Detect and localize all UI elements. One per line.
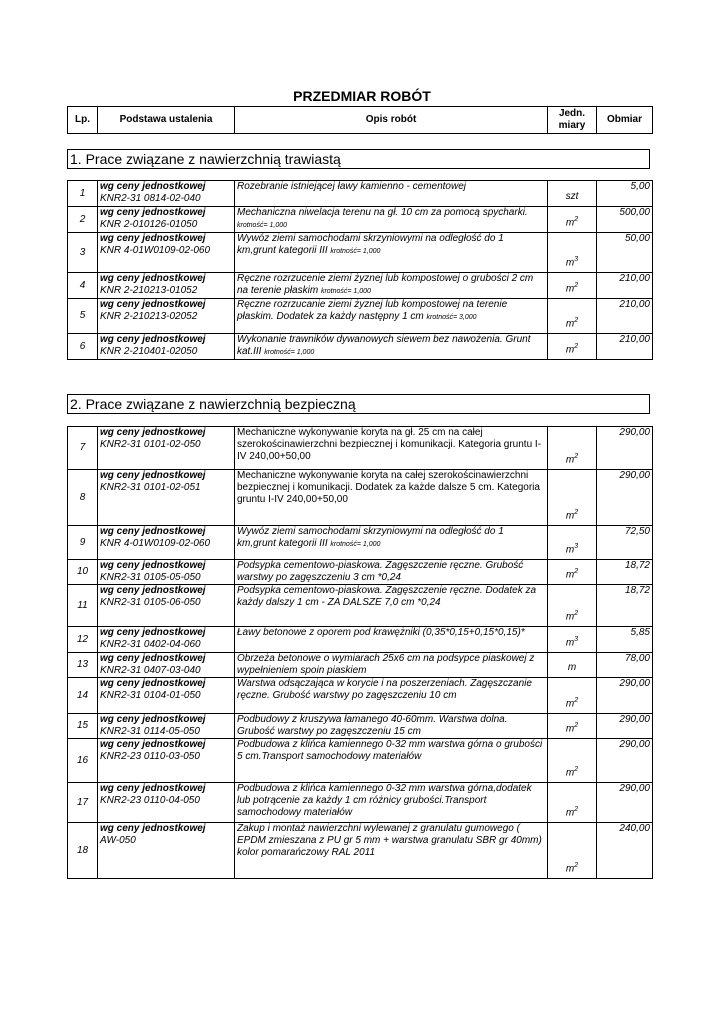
row-unit-exponent: 2 (574, 508, 579, 516)
row-desc-text: Ręczne rozrzucenie ziemi żyznej lub kompostowej o grubości 2 cm na terenie płaskim (237, 273, 534, 296)
row-basis-type: wg ceny jednostkowej (100, 560, 206, 571)
row-basis (98, 560, 235, 585)
row-unit-text: m (565, 863, 575, 874)
row-desc (235, 427, 548, 470)
row-basis-type: wg ceny jednostkowej (100, 334, 206, 345)
row-unit-exponent: 3 (574, 255, 579, 263)
row-unit-exponent: 2 (574, 452, 579, 460)
row-basis-type: wg ceny jednostkowej (100, 470, 206, 481)
header-unit (548, 107, 597, 134)
section-title-2: 2. Prace związane z nawierzchnią bezpieczną (67, 394, 650, 414)
row-desc-text: Rozebranie istniejącej ławy kamienno - cementowej (237, 181, 466, 192)
row-lp: 7 (68, 427, 98, 470)
row-basis-type: wg ceny jednostkowej (100, 299, 206, 310)
row-qty: 5,00 (597, 181, 653, 207)
row-qty: 210,00 (597, 299, 653, 334)
row-basis-code: KNR2-31 0105-06-050 (100, 597, 201, 608)
row-desc (235, 823, 548, 879)
row-unit-exponent: 2 (574, 316, 579, 324)
row-unit-text: m (565, 454, 575, 465)
row-basis (98, 627, 235, 653)
row-basis (98, 207, 235, 233)
row-desc-text: Podbudowa z klińca kamiennego 0-32 mm warstwa górna,dodatek lub potrącenie za każdy 1 cm różnicy grubości.Transport samochodowy materiałów (237, 783, 532, 818)
row-unit-text: m (567, 662, 577, 673)
row-unit (548, 714, 597, 739)
header-qty: Obmiar (597, 107, 653, 134)
row-basis-type: wg ceny jednostkowej (100, 627, 206, 638)
row-qty: 210,00 (597, 273, 653, 299)
row-basis (98, 678, 235, 714)
row-qty: 78,00 (597, 653, 653, 678)
row-desc-text: Podbudowa z klińca kamiennego 0-32 mm warstwa górna o grubości 5 cm.Transport samochodowy materiałów (237, 739, 543, 762)
row-qty: 500,00 (597, 207, 653, 233)
row-unit (548, 739, 597, 783)
table-row (68, 299, 653, 334)
row-desc (235, 714, 548, 739)
row-basis-code: KNR2-31 0814-02-040 (100, 193, 201, 204)
row-basis (98, 299, 235, 334)
row-basis-code: KNR 2-210213-02052 (100, 311, 198, 322)
row-unit (548, 653, 597, 678)
row-basis-code: KNR 2-210213-01052 (100, 285, 198, 296)
row-lp: 13 (68, 653, 98, 678)
row-qty: 72,50 (597, 526, 653, 560)
row-basis-type: wg ceny jednostkowej (100, 273, 206, 284)
row-qty: 290,00 (597, 783, 653, 823)
row-lp: 18 (68, 823, 98, 879)
row-desc-text: Ręczne rozrzucanie ziemi żyznej lub kompostowej na terenie płaskim. Dodatek za każdy następny 1 cm (237, 299, 508, 322)
row-desc-text: Wywóz ziemi samochodami skrzyniowymi na odległość do 1 km,grunt kategorii III (237, 233, 504, 256)
row-desc-text: Mechaniczne wykonywanie koryta na gł. 25 cm na całej szerokościnawierzchni bezpiecznej i komunikacji. Kategoria gruntu I-IV 240,00+50,00 (237, 427, 542, 462)
table-row (68, 233, 653, 273)
row-unit-exponent: 3 (574, 635, 579, 643)
table-row (68, 823, 653, 879)
row-basis (98, 714, 235, 739)
row-unit (548, 678, 597, 714)
header-table (67, 106, 653, 134)
row-unit-text: m (565, 767, 575, 778)
row-lp: 10 (68, 560, 98, 585)
row-lp: 9 (68, 526, 98, 560)
table-row (68, 181, 653, 207)
row-unit-text: m (565, 569, 575, 580)
row-unit-text: m (565, 344, 575, 355)
row-multiplier: krotność= 1,000 (320, 288, 371, 295)
row-multiplier: krotność= 1,000 (330, 541, 381, 548)
row-basis-type: wg ceny jednostkowej (100, 783, 206, 794)
row-unit (548, 181, 597, 207)
row-desc-text: Podsypka cementowo-piaskowa. Zagęszczenie ręczne. Grubość warstwy po zagęszczeniu 3 cm *0,24 (237, 560, 524, 583)
table-row (68, 653, 653, 678)
row-basis (98, 470, 235, 526)
row-basis-type: wg ceny jednostkowej (100, 823, 206, 834)
row-desc (235, 526, 548, 560)
row-desc (235, 653, 548, 678)
row-unit (548, 427, 597, 470)
row-desc (235, 181, 548, 207)
row-unit-exponent: 2 (574, 215, 579, 223)
row-unit-text: m (565, 257, 575, 268)
row-qty: 18,72 (597, 585, 653, 627)
row-basis-type: wg ceny jednostkowej (100, 653, 206, 664)
row-desc-text: Mechaniczna niwelacja terenu na gł. 10 cm za pomocą spycharki. (237, 207, 528, 218)
row-unit-exponent: 2 (574, 861, 579, 869)
header-unit-line1: Jedn. (558, 108, 586, 119)
row-desc-text: Wykonanie trawników dywanowych siewem bez nawożenia. Grunt kat.III (237, 334, 531, 357)
row-qty: 18,72 (597, 560, 653, 585)
row-desc (235, 207, 548, 233)
row-qty: 50,00 (597, 233, 653, 273)
row-unit (548, 233, 597, 273)
row-basis (98, 526, 235, 560)
row-basis-type: wg ceny jednostkowej (100, 233, 206, 244)
row-lp: 4 (68, 273, 98, 299)
row-unit (548, 627, 597, 653)
row-desc (235, 783, 548, 823)
row-basis-code: KNR2-31 0114-05-050 (100, 726, 200, 737)
row-unit (548, 585, 597, 627)
row-desc (235, 273, 548, 299)
row-unit-text: szt (565, 191, 579, 202)
table-row (68, 334, 653, 360)
row-desc (235, 470, 548, 526)
row-basis (98, 783, 235, 823)
row-basis-code: KNR2-31 0104-01-050 (100, 690, 201, 701)
row-basis-code: KNR 2-210401-02050 (100, 346, 198, 357)
row-basis (98, 653, 235, 678)
row-qty: 290,00 (597, 427, 653, 470)
table-row (68, 714, 653, 739)
row-desc (235, 233, 548, 273)
row-lp: 11 (68, 585, 98, 627)
row-basis (98, 233, 235, 273)
row-lp: 3 (68, 233, 98, 273)
row-unit (548, 823, 597, 879)
row-basis-type: wg ceny jednostkowej (100, 585, 206, 596)
row-lp: 17 (68, 783, 98, 823)
row-qty: 5,85 (597, 627, 653, 653)
row-unit (548, 334, 597, 360)
row-desc (235, 627, 548, 653)
row-basis (98, 739, 235, 783)
row-lp: 14 (68, 678, 98, 714)
header-basis: Podstawa ustalenia (98, 107, 235, 134)
row-unit-text: m (565, 807, 575, 818)
table-row (68, 526, 653, 560)
row-basis-code: KNR2-31 0402-04-060 (100, 639, 201, 650)
row-qty: 290,00 (597, 714, 653, 739)
table-row (68, 739, 653, 783)
row-lp: 6 (68, 334, 98, 360)
row-basis-code: KNR 4-01W0109-02-060 (100, 538, 211, 549)
row-desc (235, 299, 548, 334)
table-row (68, 427, 653, 470)
table-row (68, 273, 653, 299)
row-multiplier: krotność= 1,000 (330, 248, 381, 255)
row-qty: 290,00 (597, 678, 653, 714)
row-unit-text: m (565, 723, 575, 734)
table-row (68, 470, 653, 526)
row-basis (98, 334, 235, 360)
row-basis-type: wg ceny jednostkowej (100, 678, 206, 689)
row-basis (98, 427, 235, 470)
row-unit-text: m (565, 510, 575, 521)
row-unit (548, 273, 597, 299)
row-basis-code: KNR2-23 0110-03-050 (100, 751, 200, 762)
row-basis-code: KNR 4-01W0109-02-060 (100, 245, 211, 256)
row-basis-type: wg ceny jednostkowej (100, 181, 206, 192)
table-row (68, 678, 653, 714)
row-basis (98, 823, 235, 879)
row-unit-exponent: 2 (574, 765, 579, 773)
row-basis-type: wg ceny jednostkowej (100, 207, 206, 218)
page-title: PRZEDMIAR ROBÓT (293, 88, 431, 104)
row-basis-type: wg ceny jednostkowej (100, 427, 206, 438)
row-unit (548, 560, 597, 585)
row-unit-exponent: 2 (574, 696, 579, 704)
row-desc-text: Podsypka cementowo-piaskowa. Zagęszczenie ręczne. Dodatek za każdy dalszy 1 cm - ZA DALSZE 7,0 cm *0,24 (237, 585, 537, 608)
table-row (68, 560, 653, 585)
row-qty: 290,00 (597, 739, 653, 783)
row-desc-text: Zakup i montaż nawierzchni wylewanej z granulatu gumowego ( EPDM zmieszana z PU gr 5 mm + warstwa granulatu SBR gr 40mm) kolor pomarańczowy RAL 2011 (237, 823, 542, 858)
row-unit-text: m (565, 318, 575, 329)
row-multiplier: krotność= 3,000 (426, 314, 477, 321)
row-qty: 210,00 (597, 334, 653, 360)
row-basis-type: wg ceny jednostkowej (100, 526, 206, 537)
row-desc-text: Ławy betonowe z oporem pod krawężniki (0,35*0,15+0,15*0,15)* (237, 627, 525, 638)
row-qty: 240,00 (597, 823, 653, 879)
row-desc (235, 560, 548, 585)
row-basis-code: KNR2-31 0105-05-050 (100, 572, 201, 583)
row-desc-text: Wywóz ziemi samochodami skrzyniowymi na odległość do 1 km,grunt kategorii III (237, 526, 504, 549)
table-row (68, 783, 653, 823)
row-lp: 16 (68, 739, 98, 783)
row-basis (98, 181, 235, 207)
row-lp: 1 (68, 181, 98, 207)
row-basis-code: KNR2-31 0407-03-040 (100, 665, 201, 676)
row-unit (548, 783, 597, 823)
row-unit-exponent: 2 (574, 721, 579, 729)
items-table-2 (67, 426, 653, 879)
row-unit-exponent: 2 (574, 281, 579, 289)
items-table-1 (67, 180, 653, 360)
row-multiplier: krotność= 1,000 (264, 349, 315, 356)
row-unit-exponent: 2 (574, 342, 579, 350)
row-desc-text: Podbudowy z kruszywa łamanego 40-60mm. Warstwa dolna. Grubość warstwy po zagęszczeniu 15 cm (237, 714, 508, 737)
row-desc-text: Mechaniczne wykonywanie koryta na całej szerokościnawierzchni bezpiecznej i komunikacji. Dodatek za każde dalsze 5 cm. Kategoria gruntu I-IV 240,00+50,00 (237, 470, 540, 505)
row-qty: 290,00 (597, 470, 653, 526)
row-lp: 2 (68, 207, 98, 233)
row-desc-text: Warstwa odsączająca w korycie i na poszerzeniach. Zagęszczanie ręczne. Grubość warstwy po zagęszczeniu 10 cm (237, 678, 532, 701)
section-title-1: 1. Prace związane z nawierzchnią trawiastą (67, 149, 650, 169)
row-lp: 8 (68, 470, 98, 526)
table-row (68, 207, 653, 233)
header-lp: Lp. (68, 107, 98, 134)
table-row (68, 627, 653, 653)
row-unit (548, 299, 597, 334)
row-lp: 12 (68, 627, 98, 653)
row-basis (98, 273, 235, 299)
row-multiplier: krotność= 1,000 (237, 222, 288, 229)
row-unit-text: m (565, 544, 575, 555)
row-desc (235, 678, 548, 714)
row-basis-type: wg ceny jednostkowej (100, 739, 206, 750)
row-basis-code: AW-050 (100, 835, 136, 846)
header-unit-line2: miary (558, 120, 586, 131)
row-lp: 5 (68, 299, 98, 334)
row-basis-type: wg ceny jednostkowej (100, 714, 206, 725)
row-lp: 15 (68, 714, 98, 739)
row-unit (548, 526, 597, 560)
row-unit (548, 207, 597, 233)
row-unit-exponent: 2 (574, 609, 579, 617)
table-row (68, 585, 653, 627)
row-desc (235, 334, 548, 360)
header-desc: Opis robót (235, 107, 548, 134)
row-desc-text: Obrzeża betonowe o wymiarach 25x6 cm na podsypce piaskowej z wypełnieniem spoin piaskiem (237, 653, 535, 676)
row-unit-text: m (565, 637, 575, 648)
row-basis-code: KNR2-31 0101-02-050 (100, 439, 201, 450)
row-unit-exponent: 2 (574, 567, 579, 575)
row-unit-exponent: 2 (574, 805, 579, 813)
row-desc (235, 739, 548, 783)
row-unit-exponent: 3 (574, 542, 579, 550)
row-unit-text: m (565, 217, 575, 228)
row-unit-text: m (565, 283, 575, 294)
row-desc (235, 585, 548, 627)
row-unit (548, 470, 597, 526)
row-basis-code: KNR2-31 0101-02-051 (100, 482, 201, 493)
row-unit-text: m (565, 698, 575, 709)
row-unit-text: m (565, 611, 575, 622)
row-basis (98, 585, 235, 627)
row-basis-code: KNR2-23 0110-04-050 (100, 795, 200, 806)
row-basis-code: KNR 2-010126-01050 (100, 219, 198, 230)
